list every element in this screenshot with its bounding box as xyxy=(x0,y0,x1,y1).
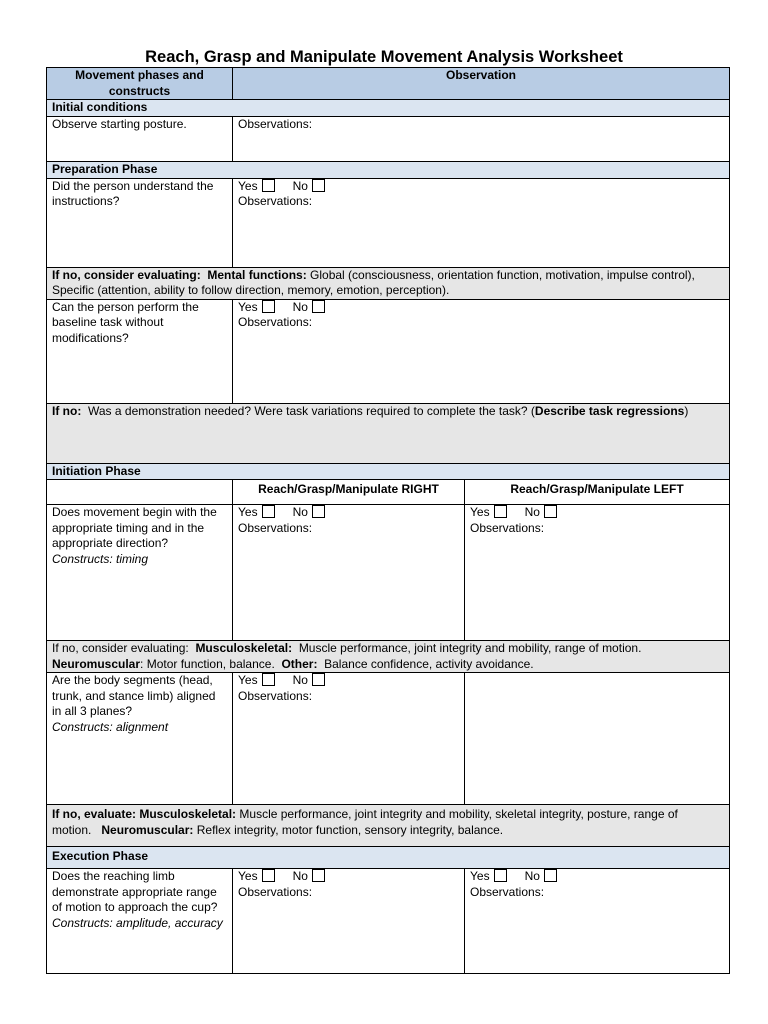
observation-cell-right[interactable] xyxy=(233,869,465,974)
note-row-evaluate xyxy=(47,805,730,847)
phase-initial-conditions: Initial conditions xyxy=(47,100,730,117)
header-left-side: Reach/Grasp/Manipulate LEFT xyxy=(465,480,730,505)
side-header-row xyxy=(47,480,730,505)
note-task-regressions[interactable]: If no: Was a demonstration needed? Were task variations required to complete the task? (Describe task regressions) xyxy=(47,403,730,463)
note-row-task-regressions[interactable] xyxy=(47,403,730,463)
question-understand-instructions: Did the person understand the instructions? xyxy=(47,178,233,267)
yes-label: Yes xyxy=(238,299,258,314)
constructs-amplitude-accuracy: Constructs: amplitude, accuracy xyxy=(52,915,223,930)
no-checkbox[interactable] xyxy=(312,505,325,518)
no-checkbox[interactable] xyxy=(312,300,325,313)
observations-label: Observations: xyxy=(470,520,545,535)
observation-cell[interactable] xyxy=(233,178,730,267)
phase-row-initiation xyxy=(47,463,730,480)
no-label: No xyxy=(292,505,308,519)
no-label: No xyxy=(292,178,308,193)
yes-checkbox[interactable] xyxy=(262,673,275,686)
observation-cell[interactable] xyxy=(233,116,730,161)
note-musculoskeletal: If no, consider evaluating: Musculoskeletal: Muscle performance, joint integrity and mobility, range of motion. Neuromuscular: Motor function, balance. Other: Balance confidence, activity avoidance. xyxy=(47,641,730,673)
phase-preparation: Preparation Phase xyxy=(47,161,730,178)
note-evaluate-musculoskeletal: If no, evaluate: Musculoskeletal: Muscle performance, joint integrity and mobility, skeletal integrity, posture, range of motion. Neuromuscular: Reflex integrity, motor function, sensory integrity, balance. xyxy=(47,805,730,847)
observations-label: Observations: xyxy=(238,688,313,703)
no-label: No xyxy=(524,505,540,519)
yes-label: Yes xyxy=(238,673,258,687)
question-starting-posture: Observe starting posture. xyxy=(47,116,233,161)
question-row xyxy=(47,299,730,403)
observations-label: Observations: xyxy=(470,884,545,899)
header-movement-phases: Movement phases and constructs xyxy=(47,68,233,100)
no-label: No xyxy=(292,299,308,314)
observation-cell-right[interactable] xyxy=(233,673,465,805)
header-observation: Observation xyxy=(233,68,730,100)
question-movement-timing: Does movement begin with the appropriate timing and in the appropriate direction? Constructs: timing xyxy=(47,505,233,641)
phase-initiation: Initiation Phase xyxy=(47,463,730,480)
note-mental-functions: If no, consider evaluating: Mental functions: Global (consciousness, orientation function, motivation, impulse control), Specific (attention, ability to follow direction, memory, emotion, perception). xyxy=(47,267,730,299)
yes-checkbox[interactable] xyxy=(262,179,275,192)
question-baseline-task: Can the person perform the baseline task without modifications? xyxy=(47,299,233,403)
header-right-side: Reach/Grasp/Manipulate RIGHT xyxy=(233,480,465,505)
phase-row-initial xyxy=(47,100,730,117)
phase-row-preparation xyxy=(47,161,730,178)
question-row xyxy=(47,869,730,974)
yes-label: Yes xyxy=(238,505,258,519)
no-checkbox[interactable] xyxy=(312,869,325,882)
constructs-timing: Constructs: timing xyxy=(52,551,149,566)
worksheet-title: Reach, Grasp and Manipulate Movement Analysis Worksheet xyxy=(145,48,623,66)
observations-label: Observations: xyxy=(238,315,313,329)
yes-checkbox[interactable] xyxy=(494,505,507,518)
phase-execution: Execution Phase xyxy=(47,847,730,869)
yes-label: Yes xyxy=(238,178,258,193)
observation-cell-right[interactable] xyxy=(233,505,465,641)
yes-label: Yes xyxy=(470,505,490,519)
yes-label: Yes xyxy=(470,869,490,883)
observations-label: Observations: xyxy=(238,520,313,535)
observations-label: Observations: xyxy=(238,194,313,208)
no-label: No xyxy=(524,869,540,883)
observation-cell-left[interactable] xyxy=(465,869,730,974)
question-row xyxy=(47,673,730,805)
yes-checkbox[interactable] xyxy=(262,300,275,313)
phase-row-execution xyxy=(47,847,730,869)
observation-cell-left[interactable] xyxy=(465,505,730,641)
question-row xyxy=(47,116,730,161)
yes-checkbox[interactable] xyxy=(262,869,275,882)
observations-label: Observations: xyxy=(238,884,313,899)
worksheet-table xyxy=(46,67,730,974)
no-checkbox[interactable] xyxy=(312,673,325,686)
no-checkbox[interactable] xyxy=(312,179,325,192)
table-header-row xyxy=(47,68,730,100)
note-row-musculoskeletal xyxy=(47,641,730,673)
question-row xyxy=(47,505,730,641)
yes-checkbox[interactable] xyxy=(262,505,275,518)
no-checkbox[interactable] xyxy=(544,869,557,882)
note-row-mental-functions xyxy=(47,267,730,299)
question-body-alignment: Are the body segments (head, trunk, and stance limb) aligned in all 3 planes? Constructs: alignment xyxy=(47,673,233,805)
side-header-blank xyxy=(47,480,233,505)
constructs-alignment: Constructs: alignment xyxy=(52,719,169,734)
no-label: No xyxy=(292,673,308,687)
question-range-of-motion: Does the reaching limb demonstrate appropriate range of motion to approach the cup? Constructs: amplitude, accuracy xyxy=(47,869,233,974)
observation-cell-left[interactable] xyxy=(465,673,730,805)
observation-cell[interactable] xyxy=(233,299,730,403)
no-checkbox[interactable] xyxy=(544,505,557,518)
yes-label: Yes xyxy=(238,869,258,883)
observations-label: Observations: xyxy=(238,116,313,131)
no-label: No xyxy=(292,869,308,883)
question-row xyxy=(47,178,730,267)
yes-checkbox[interactable] xyxy=(494,869,507,882)
